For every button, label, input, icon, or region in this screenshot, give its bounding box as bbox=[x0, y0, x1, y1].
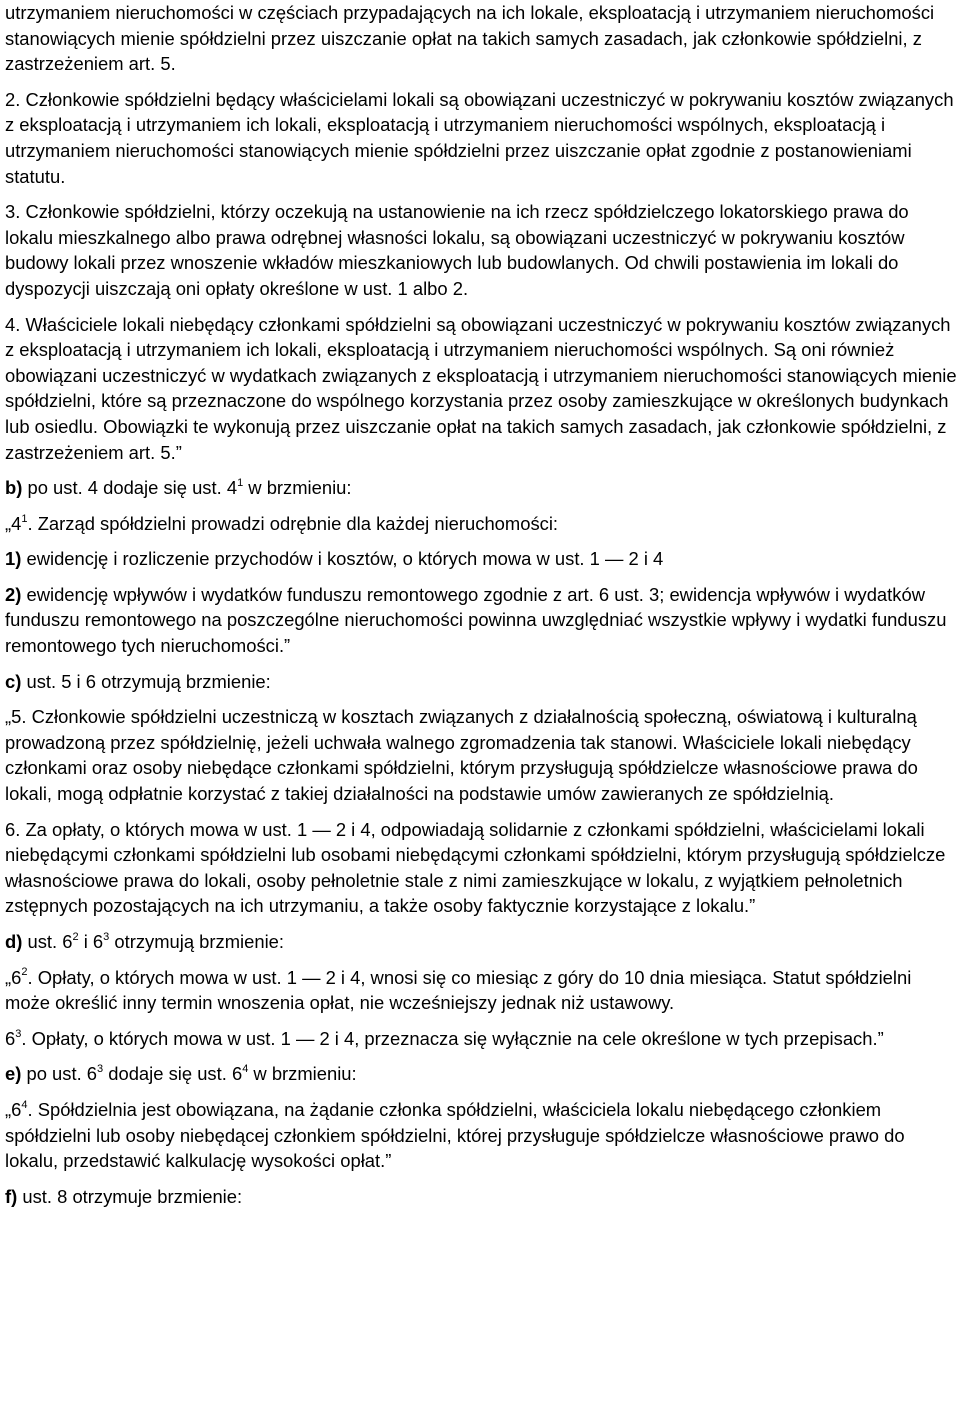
ust64-text: . Spółdzielnia jest obowiązana, na żądanie członka spółdzielni, właściciela lokalu niebędącego członkiem spółdzielni lub osoby niebędącej członkiem spółdzielni, której przysługuje spółdzielcze własnościowe prawo do lokalu, przedstawić kalkulację wysokości opłat.” bbox=[5, 1098, 905, 1172]
amendment-b-tail: w brzmieniu: bbox=[243, 477, 352, 499]
ust62-text: . Opłaty, o których mowa w ust. 1 — 2 i 4, wnosi się co miesiąc z góry do 10 dnia miesiąca. Statut spółdzielni może określić inny termin wnoszenia opłat, nie wcześniejszy jednak niż ustawowy. bbox=[5, 966, 912, 1014]
point-2-text: ewidencję wpływów i wydatków funduszu remontowego zgodnie z art. 6 ust. 3; ewidencja wpływów i wydatków funduszu remontowego na poszczególne nieruchomości powinna uwzględniać wszystkie wpływy i wydatki funduszu remontowego tych nieruchomości.” bbox=[5, 583, 947, 657]
amendment-f-label: f) bbox=[5, 1185, 18, 1207]
paragraph-ust4: 4. Właściciele lokali niebędący członkami spółdzielni są obowiązani uczestniczyć w pokrywaniu kosztów związanych z eksploatacją i utrzymaniem ich lokali, eksploatacją i utrzymaniem nieruchomości wspólnych. Są oni również obowiązani uczestniczyć w wydatkach związanych z eksploatacją i utrzymaniem nieruchomości stanowiących mienie spółdzielni, które są przeznaczone do wspólnego korzystania przez osoby zamieszkujące w określonych budynkach lub osiedlu. Obowiązki te wykonują przez uiszczanie opłat na takich samych zasadach, jak członkowie spółdzielni, z zastrzeżeniem art. 5.” bbox=[5, 313, 957, 463]
paragraph-ust5: „5. Członkowie spółdzielni uczestniczą w kosztach związanych z działalnością społeczną, oświatową i kulturalną prowadzoną przez spółdzielnię, jeżeli uchwała walnego zgromadzenia tak stanowi. Właściciele lokali niebędący członkami oraz osoby niebędące członkami spółdzielni, którym przysługują spółdzielcze własnościowe prawa do lokali, mogą odpłatnie korzystać z takiej działalności na podstawie umów zawieranych ze spółdzielnią. bbox=[5, 706, 918, 805]
ust41-sup: 1 bbox=[21, 512, 28, 525]
amendment-e bbox=[5, 1061, 959, 1087]
ust64-sup: 4 bbox=[21, 1098, 28, 1111]
amendment-c-text: ust. 5 i 6 otrzymują brzmienie: bbox=[21, 670, 271, 692]
amendment-c-label: c) bbox=[5, 670, 22, 692]
point-2-label: 2) bbox=[5, 583, 22, 605]
amendment-b-label: b) bbox=[5, 477, 23, 499]
point-1-text: ewidencję i rozliczenie przychodów i kosztów, o których mowa w ust. 1 — 2 i 4 bbox=[21, 548, 664, 570]
ust41-prefix: „4 bbox=[5, 512, 22, 534]
amendment-e-text2: dodaje się ust. 6 bbox=[103, 1063, 243, 1085]
amendment-d-tail: otrzymują brzmienie: bbox=[109, 931, 285, 952]
amendment-b bbox=[5, 475, 959, 501]
paragraph-ust6: 6. Za opłaty, o których mowa w ust. 1 — 2 i 4, odpowiadają solidarnie z członkami spółdzielni, właścicielami lokali niebędącymi członkami spółdzielni lub osobami niebędącymi członkami spółdzielni, którym przysługują spółdzielcze własnościowe prawa do lokali, osoby pełnoletnie stale z nimi zamieszkujące w lokalu, z wyjątkiem pełnoletnich zstępnych pozostających na ich utrzymaniu, a także osoby faktycznie korzystające z lokalu.” bbox=[5, 818, 946, 917]
amendment-d-text1: ust. 6 bbox=[22, 931, 73, 952]
paragraph-ust64 bbox=[5, 1097, 959, 1174]
amendment-e-sup2: 4 bbox=[242, 1063, 249, 1076]
amendment-c bbox=[5, 669, 959, 695]
amendment-b-text: po ust. 4 dodaje się ust. 4 bbox=[22, 477, 238, 499]
amendment-d-label: d) bbox=[5, 931, 23, 952]
ust41-text: . Zarząd spółdzielni prowadzi odrębnie dla każdej nieruchomości: bbox=[27, 512, 559, 534]
ust63-sup: 3 bbox=[15, 1027, 22, 1040]
ust63-text: . Opłaty, o których mowa w ust. 1 — 2 i 4, przeznacza się wyłącznie na cele określone w tych przepisach.” bbox=[21, 1027, 884, 1049]
point-1 bbox=[5, 546, 959, 572]
amendment-d bbox=[5, 929, 959, 955]
paragraph-ust62 bbox=[5, 965, 959, 1016]
paragraph-ust63 bbox=[5, 1026, 959, 1052]
amendment-e-text1: po ust. 6 bbox=[21, 1063, 98, 1085]
paragraph-ust41 bbox=[5, 511, 959, 537]
paragraph-ust2: 2. Członkowie spółdzielni będący właścicielami lokali są obowiązani uczestniczyć w pokrywaniu kosztów związanych z eksploatacją i utrzymaniem ich lokali, eksploatacją i utrzymaniem nieruchomości wspólnych, eksploatacją i utrzymaniem nieruchomości stanowiących mienie spółdzielni przez uiszczanie opłat zgodnie z postanowieniami statutu. bbox=[5, 88, 954, 187]
point-2 bbox=[5, 582, 959, 659]
amendment-b-sup: 1 bbox=[237, 476, 244, 489]
amendment-d-text2: i 6 bbox=[78, 931, 104, 952]
document-body bbox=[5, 0, 959, 1209]
amendment-e-tail: w brzmieniu: bbox=[248, 1063, 357, 1085]
amendment-d-sup1: 2 bbox=[72, 930, 79, 943]
ust64-prefix: „6 bbox=[5, 1098, 22, 1120]
amendment-e-label: e) bbox=[5, 1063, 22, 1085]
ust62-sup: 2 bbox=[21, 966, 28, 979]
paragraph-intro: utrzymaniem nieruchomości w częściach przypadających na ich lokale, eksploatacją i utrzymaniem nieruchomości stanowiących mienie spółdzielni przez uiszczanie opłat na takich samych zasadach, jak członkowie spółdzielni, z zastrzeżeniem art. 5. bbox=[5, 2, 935, 75]
ust63-prefix: 6 bbox=[5, 1027, 16, 1049]
ust62-prefix: „6 bbox=[5, 966, 22, 988]
amendment-f-text: ust. 8 otrzymuje brzmienie: bbox=[17, 1185, 243, 1207]
amendment-f bbox=[5, 1184, 959, 1210]
point-1-label: 1) bbox=[5, 548, 22, 570]
paragraph-ust3: 3. Członkowie spółdzielni, którzy oczekują na ustanowienie na ich rzecz spółdzielczego lokatorskiego prawa do lokalu mieszkalnego albo prawa odrębnej własności lokalu, są obowiązani uczestniczyć w pokrywaniu kosztów budowy lokali przez wnoszenie wkładów mieszkaniowych lub budowlanych. Od chwili postawienia im lokali do dyspozycji uiszczają oni opłaty określone w ust. 1 albo 2. bbox=[5, 201, 909, 299]
amendment-d-sup2: 3 bbox=[103, 930, 110, 943]
amendment-e-sup1: 3 bbox=[97, 1063, 104, 1076]
